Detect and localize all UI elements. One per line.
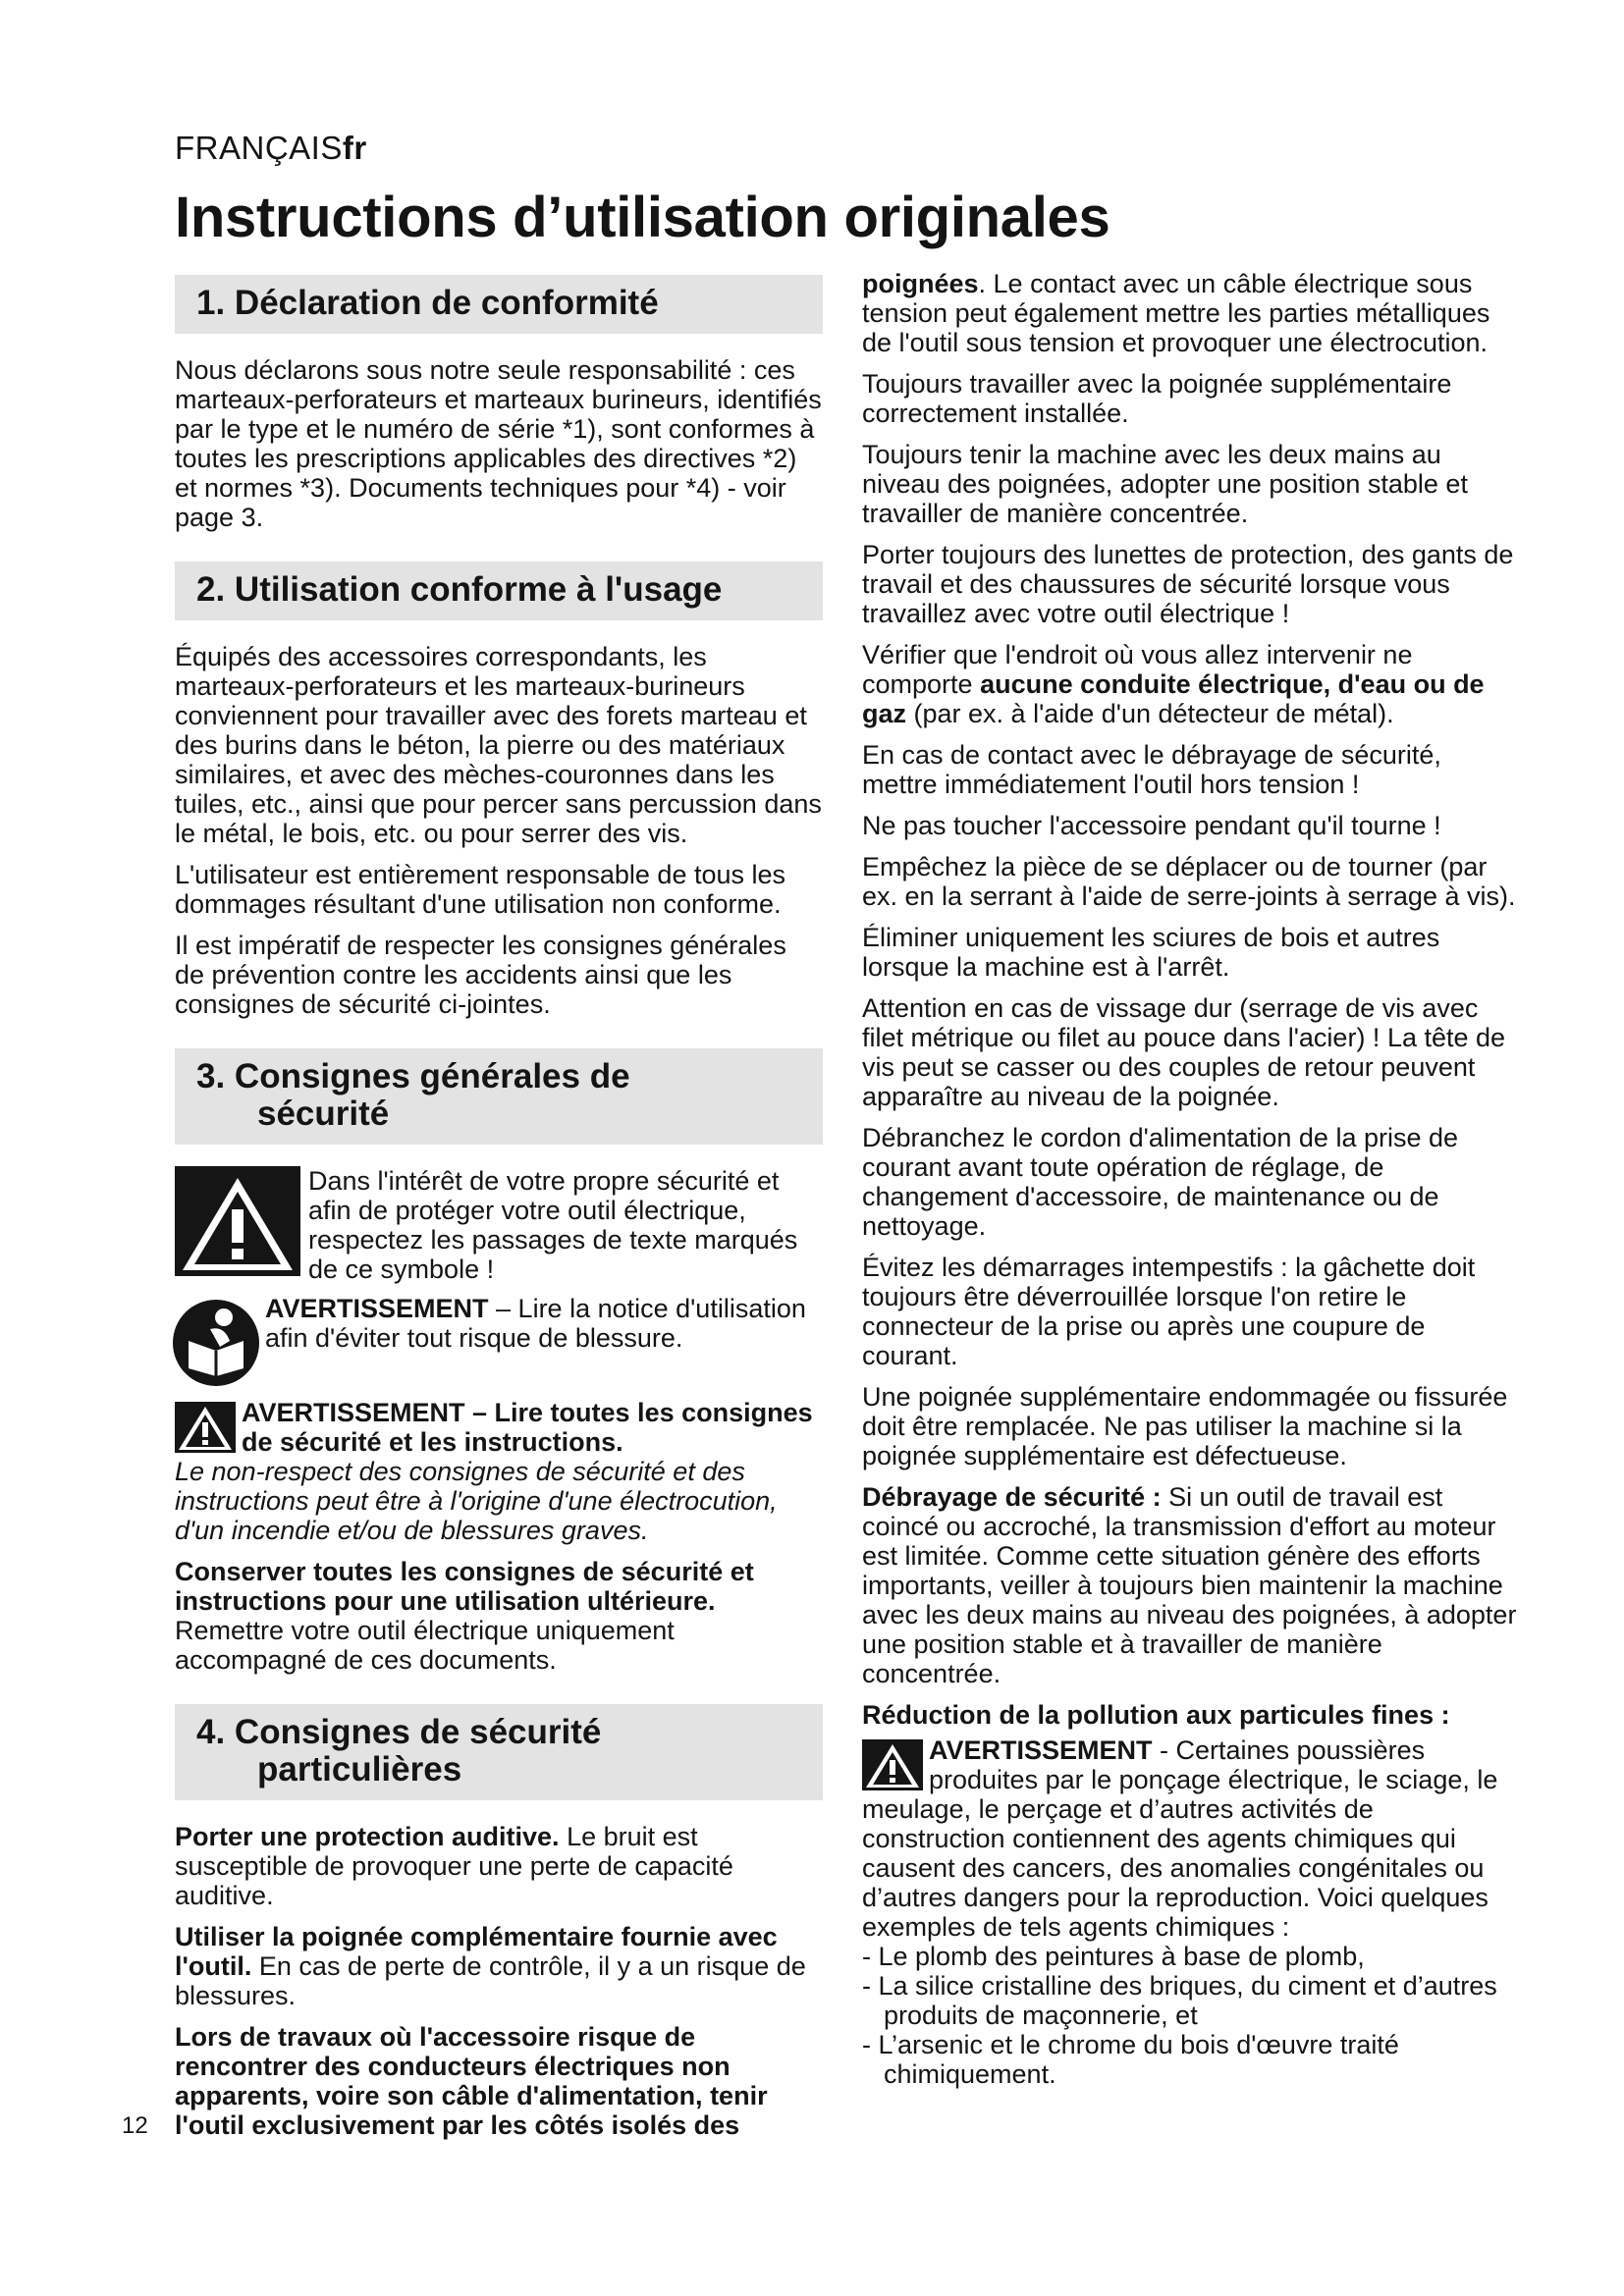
section-4-paragraph-3 [175,2022,823,2140]
dust-reduction-heading-bold: Réduction de la pollution aux particules fines : [862,1700,1450,1730]
section-4-heading [175,1704,823,1800]
section-4-paragraph-3-bold: Lors de travaux où l'accessoire risque de rencontrer des conducteurs électriques non apparents, voire son câble d'alimentation, tenir l'outil exclusivement par les côtés isolés des [175,2022,768,2140]
symbol-note-text: Dans l'intérêt de votre propre sécurité et afin de protéger votre outil électrique, respectez les passages de texte marqués de ce symbole ! [308,1166,798,1284]
right-paragraph-12: Évitez les démarrages intempestifs : la gâchette doit toujours être déverrouillée lorsque l'on retire le connecteur de la prise ou après une coupure de courant. [862,1253,1476,1370]
section-2-paragraph-1: Équipés des accessoires correspondants, les marteaux-perforateurs et les marteaux-burineurs conviennent pour travailler avec des forets marteau et des burins dans le béton, la pierre ou des matériaux similaires, et avec des mèches-couronnes dans les tuiles, etc., ainsi que pour percer sans percussion dans le métal, le bois, etc. ou pour serrer des vis. [175,642,822,848]
dust-warning-paragraph [862,1735,1518,1942]
section-2-heading: 2. Utilisation conforme à l'usage [175,561,823,620]
warning-triangle-icon [175,1166,300,1276]
section-3-heading [175,1048,823,1145]
right-paragraph-7: Ne pas toucher l'accessoire pendant qu'il tourne ! [862,811,1441,840]
page-number: 12 [122,2112,148,2139]
right-paragraph-3: Toujours tenir la machine avec les deux mains au niveau des poignées, adopter une position stable et travailler de manière concentrée. [862,440,1468,528]
safety-clutch-bold: Débrayage de sécurité : [862,1482,1162,1512]
list-item: - La silice cristalline des briques, du ciment et d’autres produits de maçonnerie, et [862,1971,1497,2030]
list-item: - L’arsenic et le chrome du bois d'œuvre traité chimiquement. [862,2030,1399,2089]
section-3-heading-line-1: 3. Consignes générales de [196,1057,630,1095]
section-2-paragraph-3: Il est impératif de respecter les consignes générales de prévention contre les accidents ainsi que les consignes de sécurité ci-jointes. [175,931,786,1019]
read-manual-icon [171,1298,261,1388]
right-paragraph-1-bold: poignées [862,269,979,298]
section-4-paragraph-1-text: Le bruit est susceptible de provoquer une perte de capacité auditive. [175,1822,733,1910]
section-4-paragraph-2-bold: Utiliser la poignée complémentaire fournie avec l'outil. [175,1922,778,1981]
language-name: FRANÇAIS [175,130,343,166]
section-4-paragraph-2-text: En cas de perte de contrôle, il y a un risque de blessures. [175,1951,806,2010]
read-manual-warning [171,1294,823,1388]
section-2-paragraph-2: L'utilisateur est entièrement responsable de tous les dommages résultant d'une utilisation non conforme. [175,860,786,919]
warning-1-text: – Lire la notice d'utilisation afin d'éviter tout risque de blessure. [265,1294,806,1353]
symbol-note [175,1166,823,1284]
section-4-heading-line-1: 4. Consignes de sécurité [196,1713,602,1751]
language-code: fr [342,130,367,166]
warning-triangle-icon [862,1739,923,1790]
language-label [175,130,367,167]
section-1-heading: 1. Déclaration de conformité [175,275,823,334]
chemical-agents-list [862,1942,1518,2089]
right-paragraph-5-text-b: (par ex. à l'aide d'un détecteur de métal). [906,699,1394,728]
section-4-heading-line-2: particulières [257,1750,462,1789]
right-paragraph-1 [862,269,1518,357]
right-paragraph-13: Une poignée supplémentaire endommagée ou fissurée doit être remplacée. Ne pas utiliser la machine si la poignée supplémentaire est défectueuse. [862,1382,1508,1470]
warning-2-italic-text: Le non-respect des consignes de sécurité et des instructions peut être à l'origine d'une électrocution, d'un incendie et/ou de blessures graves. [175,1457,778,1545]
right-paragraph-2: Toujours travailler avec la poignée supplémentaire correctement installée. [862,369,1452,428]
right-paragraph-5 [862,640,1518,728]
right-paragraph-1-text: . Le contact avec un câble électrique sous tension peut également mettre les parties métalliques de l'outil sous tension et provoquer une électrocution. [862,269,1490,357]
section-1-body: Nous déclarons sous notre seule responsabilité : ces marteaux-perforateurs et marteaux burineurs, identifiés par le type et le numéro de série *1), sont conformes à toutes les prescriptions applicables des directives *2) et normes *3). Documents techniques pour *4) - voir page 3. [175,355,822,532]
page-title: Instructions d’utilisation originales [175,186,1110,249]
right-paragraph-4: Porter toujours des lunettes de protection, des gants de travail et des chaussures de sécurité lorsque vous travaillez avec votre outil électrique ! [862,540,1514,628]
safety-clutch-text: Si un outil de travail est coincé ou accroché, la transmission d'effort au moteur est limitée. Comme cette situation génère des efforts importants, veiller à toujours bien maintenir la machine avec les deux mains au niveau des poignées, à adopter une position stable et à travailler de manière concentrée. [862,1482,1517,1688]
warning-1-label: AVERTISSEMENT [265,1294,489,1323]
read-all-instructions-warning [175,1398,823,1457]
section-4-paragraph-2 [175,1922,823,2010]
keep-instructions-text: Remettre votre outil électrique uniquement accompagné de ces documents. [175,1616,675,1675]
right-paragraph-6: En cas de contact avec le débrayage de sécurité, mettre immédiatement l'outil hors tension ! [862,740,1441,799]
safety-clutch-paragraph [862,1482,1518,1688]
list-item: - Le plomb des peintures à base de plomb, [862,1942,1365,1971]
warning-2-label: AVERTISSEMENT – Lire toutes les consignes de sécurité et les instructions. [242,1398,813,1457]
right-column [862,269,1518,2089]
dust-warning-text: - Certaines poussières produites par le ponçage électrique, le sciage, le meulage, le perçage et d’autres activités de construction contiennent des agents chimiques qui causent des cancers, des anomalies congénitales ou d’autres dangers pour la reproduction. Voici quelques exemples de tels agents chimiques : [862,1735,1498,1942]
section-4-paragraph-1 [175,1822,823,1910]
left-column [175,275,823,2152]
dust-reduction-heading [862,1700,1518,1730]
right-paragraph-9: Éliminer uniquement les sciures de bois et autres lorsque la machine est à l'arrêt. [862,923,1440,982]
right-paragraph-10: Attention en cas de vissage dur (serrage de vis avec filet métrique ou filet au pouce dans l'acier) ! La tête de vis peut se casser ou des couples de retour peuvent apparaître au niveau de la poignée. [862,993,1506,1111]
keep-instructions-bold: Conserver toutes les consignes de sécurité et instructions pour une utilisation ultérieure. [175,1557,754,1616]
right-paragraph-5-text-a: Vérifier que l'endroit où vous allez intervenir ne comporte [862,640,1413,699]
right-paragraph-5-bold: aucune conduite électrique, d'eau ou de gaz [862,669,1485,728]
warning-triangle-icon [175,1402,236,1453]
keep-instructions-note [175,1557,823,1675]
right-paragraph-8: Empêchez la pièce de se déplacer ou de tourner (par ex. en la serrant à l'aide de serre-joints à serrage à vis). [862,852,1516,911]
right-paragraph-11: Débranchez le cordon d'alimentation de la prise de courant avant toute opération de réglage, de changement d'accessoire, de maintenance ou de nettoyage. [862,1123,1459,1241]
section-4-paragraph-1-bold: Porter une protection auditive. [175,1822,560,1851]
dust-warning-label: AVERTISSEMENT [929,1735,1153,1765]
section-3-heading-line-2: sécurité [257,1095,390,1133]
